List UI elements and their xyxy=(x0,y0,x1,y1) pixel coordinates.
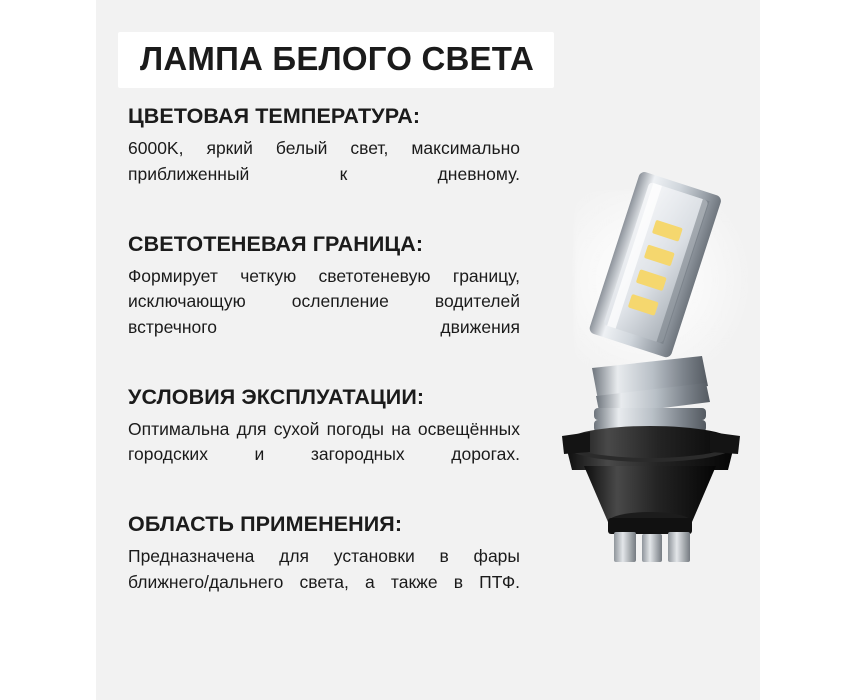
section-heading: ОБЛАСТЬ ПРИМЕНЕНИЯ: xyxy=(128,512,403,536)
section-body: Оптимальна для сухой погоды на освещённых городских и загородных дорогах. xyxy=(128,418,520,464)
section-operating-conditions xyxy=(128,385,528,494)
section-heading: СВЕТОТЕНЕВАЯ ГРАНИЦА: xyxy=(128,231,424,256)
section-color-temperature xyxy=(128,104,528,213)
section-application-area xyxy=(128,512,528,621)
bulb-illustration xyxy=(496,150,760,570)
sections-list xyxy=(128,104,528,640)
page-title: ЛАМПА БЕЛОГО СВЕТА xyxy=(140,40,535,77)
section-body: 6000K, яркий белый свет, максимально приближенный к дневному. xyxy=(128,138,520,184)
led-bulb-icon xyxy=(496,150,760,570)
section-heading: ЦВЕТОВАЯ ТЕМПЕРАТУРА: xyxy=(128,104,421,128)
left-gutter xyxy=(0,0,96,700)
right-gutter xyxy=(760,0,856,700)
section-body: Формирует четкую светотеневую границу, исключающую ослепление водителей встречного движения xyxy=(128,265,520,337)
section-body: Предназначена для установки в фары ближнего/дальнего света, а также в ПТФ. xyxy=(128,546,520,592)
infographic-canvas xyxy=(96,0,760,700)
title-banner xyxy=(118,32,554,88)
section-cutoff-line xyxy=(128,232,528,366)
section-heading: УСЛОВИЯ ЭКСПЛУАТАЦИИ: xyxy=(128,384,425,409)
